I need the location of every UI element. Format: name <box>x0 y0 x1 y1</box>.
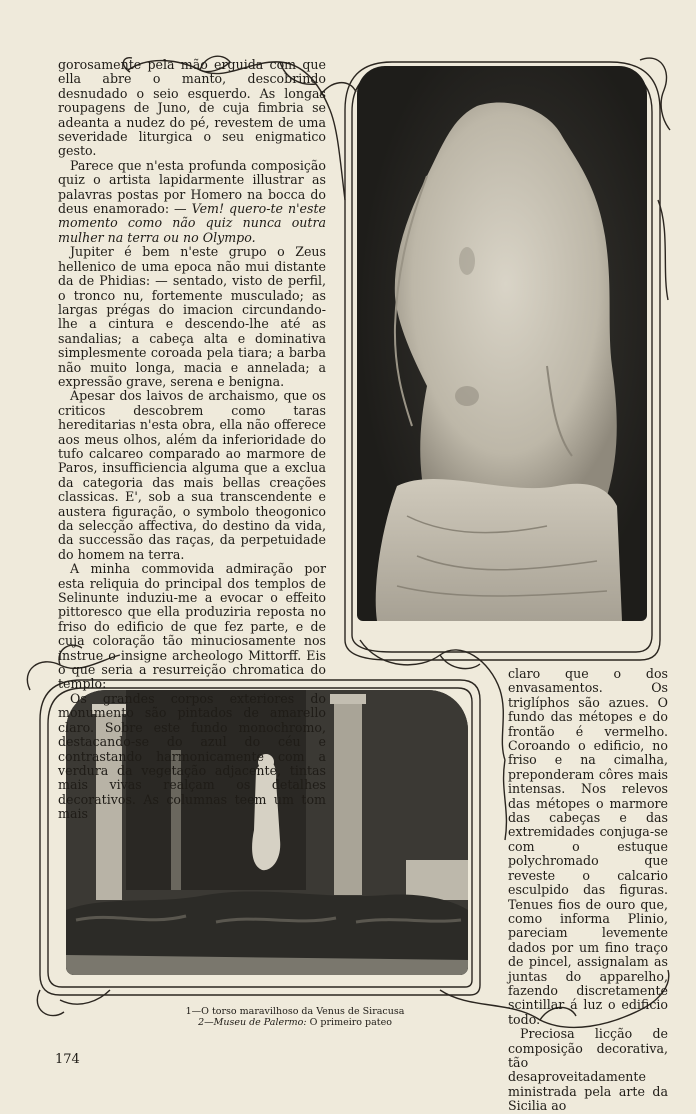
paragraph-8: Preciosa licção de composição decorativa, tão desaproveitadamente ministrada pela arte da Sicilia ao <box>508 1026 668 1114</box>
venus-torso-illustration <box>357 66 647 621</box>
paragraph-2-text: Parece que n'esta profunda composição quiz o artista lapidarmente illustrar as palavras postas por Homero na bocca do deus enamorado: — <box>58 157 326 217</box>
left-column-text <box>58 58 326 822</box>
caption-line-1: 1—O torso maravilhoso da Venus de Siracusa <box>185 1006 405 1017</box>
paragraph-4: Apesar dos laivos de archaismo, que os criticos descobrem como taras hereditarias n'esta obra, ella não offerece aos meus olhos, além da inferioridade do tufo calcareo comparado ao marmore de Paros, insufficiencia alguma que a exclua da categoria das mais bellas creações classicas. E', sob a sua transcendente e austera figuração, o symbolo theogonico da selecção affectiva, do destino da vida, da successão das raças, da perpetuidade do homem na terra. <box>58 388 326 562</box>
caption-line-2-text: O primeiro pateo <box>309 1017 392 1028</box>
figure-caption <box>170 1006 420 1028</box>
paragraph-7: claro que o dos envasamentos. Os triglíphos são azues. O fundo das métopes e do frontão é vermelho. Coroando o edificio, no friso e na cimalha, preponderam côres mais intensas. Nos relevos das métopes o marmore das cabeças e das extremidades conjuga-se com o estuque polychromado que reveste o calcario esculpido das figuras. Tenues fios de ouro que, como informa Plinio, pareciam levemente dados por um fino traço de pincel, assignalam as juntas do apparelho, fazendo discretamente scintillar á luz o edificio todo. <box>508 666 668 1027</box>
page-number: 174 <box>55 1052 80 1067</box>
paragraph-3: Jupiter é bem n'este grupo o Zeus hellenico de uma epoca não mui distante da de Phidias: — sentado, visto de perfil, o tronco nu, fortemente musculado; as largas prégas do imacion circundando-lhe a cintura e descendo-lhe até as sandalias; a cabeça alta e dominativa simplesmente coroada pela tiara; a barba não muito longa, macia e annelada; a expressão grave, serena e benigna. <box>58 244 326 389</box>
caption-line-2 <box>170 1017 420 1028</box>
paragraph-5: A minha commovida admiração por esta reliquia do principal dos templos de Selinunte induziu-me a evocar o effeito pittoresco que ella produziria reposta no friso do edificio de que fez parte, e de cuja coloração tão minuciosamente nos instrue o insigne archeologo Mittorff. Eis o que seria a resurreição chromatica do templo: <box>58 561 326 692</box>
right-column-text <box>508 667 668 1114</box>
caption-line-2-em: 2—Museu de Palermo: <box>198 1017 307 1028</box>
photo-venus-torso <box>357 66 647 621</box>
paragraph-6: Os grandes corpos exteriores do monumento são pintados de amarello claro. Sobre este fundo monochromo, destacando-se do azul do céu e contrastando harmonicamente com a verdura da vegetação adjacente, tintas mais vivas realçam os detalhes decorativos. As columnas teem um tom mais <box>58 690 326 822</box>
paragraph-1: gorosamente pela mão erguida com que ella abre o manto, descobrindo desnudado o seio esquerdo. As longas roupagens de Juno, de cuja fimbria se adeanta a nudez do pé, revestem de uma severidade liturgica o seu enigmatico gesto. <box>58 57 326 159</box>
homer-quote: Vem! quero-te n'este momento como não quiz nunca outra mulher na terra ou no Olympo. <box>58 201 326 245</box>
paragraph-2 <box>58 159 326 245</box>
